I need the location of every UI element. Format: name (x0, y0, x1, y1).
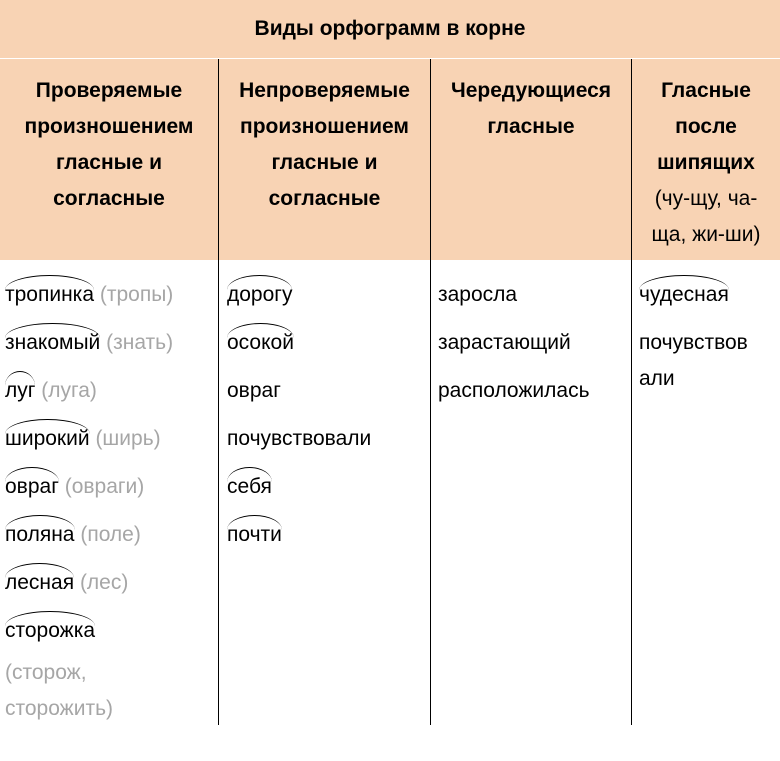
word-item (438, 319, 590, 367)
word: почти (227, 511, 282, 559)
header-line: Проверяемые (35, 79, 183, 102)
header-line: согласные (268, 187, 381, 210)
word-item (227, 271, 371, 319)
word-item (5, 607, 173, 655)
word: заросла (438, 283, 518, 306)
table-title: Виды орфограмм в корне (254, 17, 526, 40)
header-line: Гласные (661, 79, 751, 102)
word-item (639, 271, 748, 319)
column-header (0, 59, 218, 260)
header-line: гласные и (56, 151, 162, 174)
check-word: сторожить) (5, 697, 114, 720)
check-word: (знать) (106, 331, 174, 354)
check-word: (лес) (79, 571, 129, 594)
word: дорогу (227, 271, 292, 319)
word-item (227, 511, 371, 559)
header-line: после (675, 115, 737, 138)
word: сторожка (5, 607, 95, 655)
word: овраг (5, 463, 59, 511)
check-word: (ширь) (95, 427, 161, 450)
check-word: (поле) (80, 523, 141, 546)
word: почувствов (639, 331, 748, 354)
header-line: гласные и (271, 151, 378, 174)
word: тропинка (5, 271, 94, 319)
column-after-sibilants (632, 59, 780, 725)
header-line: произношением (240, 115, 409, 138)
header-line: Непроверяемые (239, 79, 410, 102)
word: широкий (5, 415, 90, 463)
column-header (431, 59, 631, 260)
column-words (639, 271, 748, 397)
word: себя (227, 463, 272, 511)
word: зарастающий (438, 331, 571, 354)
word-item (438, 271, 590, 319)
word-item (227, 367, 371, 415)
word: расположилась (438, 379, 590, 402)
word: чудесная (639, 271, 729, 319)
word-item (227, 415, 371, 463)
word: знакомый (5, 319, 100, 367)
header-note: ща, жи-ши) (651, 223, 761, 246)
check-word: (луга) (41, 379, 97, 402)
word: почувствовали (227, 427, 372, 450)
header-note: (чу-щу, ча- (654, 187, 758, 210)
column-uncheckable (219, 59, 430, 725)
word: луг (5, 367, 35, 415)
check-word: (сторож, (5, 661, 87, 684)
column-header (632, 59, 780, 260)
column-checkable (0, 59, 218, 725)
column-words (438, 271, 590, 415)
word: лесная (5, 559, 74, 607)
word: поляна (5, 511, 75, 559)
column-alternating (431, 59, 631, 725)
word-item (5, 463, 173, 511)
word-item (5, 511, 173, 559)
word-item (5, 367, 173, 415)
word: осокой (227, 319, 294, 367)
column-words (227, 271, 371, 559)
header-line: согласные (53, 187, 165, 210)
column-header (219, 59, 430, 260)
word-item (5, 319, 173, 367)
header-line: Чередующиеся (450, 79, 612, 102)
word-item (5, 415, 173, 463)
header-line: шипящих (657, 151, 755, 174)
word: али (639, 367, 675, 390)
check-word: (тропы) (99, 283, 174, 306)
word-item (5, 559, 173, 607)
word-item (227, 463, 371, 511)
column-words (5, 271, 173, 727)
word: овраг (227, 379, 281, 402)
header-line: произношением (24, 115, 194, 138)
check-word: (овраги) (64, 475, 145, 498)
word-item (438, 367, 590, 415)
word-item (5, 271, 173, 319)
word-item (227, 319, 371, 367)
header-line: гласные (487, 115, 575, 138)
